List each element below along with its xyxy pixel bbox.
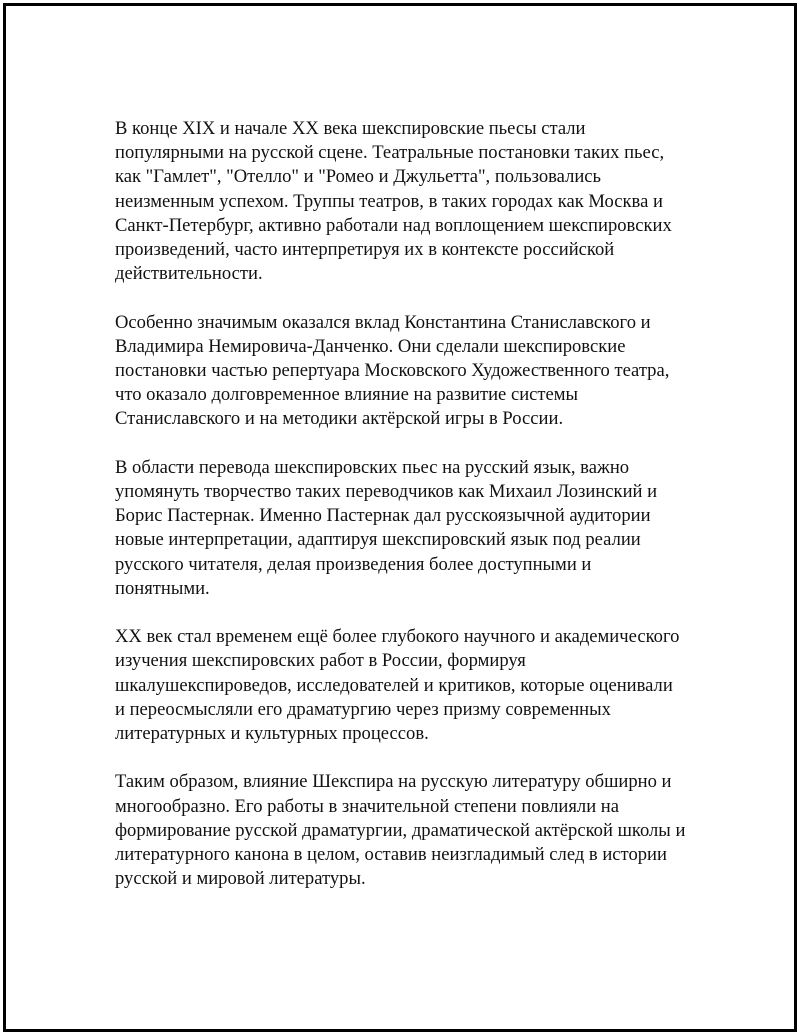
paragraph-academic-study: XX век стал временем ещё более глубокого научного и академического изучения шекспировских работ в России, формируя шкалушекспироведов, исследователей и критиков, которые оценивали и переосмысляли его драматургию через призму современных литературных и культурных процессов. — [115, 626, 680, 745]
document-body — [115, 117, 687, 916]
paragraph-translators: В области перевода шекспировских пьес на русский язык, важно упомянуть творчество таких переводчиков как Михаил Лозинский и Борис Пастернак. Именно Пастернак дал русскоязычной аудитории новые интерпретации, адаптируя шекспировский язык под реалии русского читателя, делая произведения более доступными и понятными. — [115, 456, 658, 599]
paragraph-theatre-productions: В конце XIX и начале XX века шекспировские пьесы стали популярными на русской сцене. Театральные постановки таких пьес, как "Гамлет", "Отелло" и "Ромео и Джульетта", пользовались неизменным успехом. Труппы театров, в таких городах как Москва и Санкт-Петербург, активно работали над воплощением шекспировских произведений, часто интерпретируя их в контексте российской действительности. — [115, 118, 672, 285]
paragraph-stanislavski: Особенно значимым оказался вклад Константина Станиславского и Владимира Немировича-Данченко. Они сделали шекспировские постановки частью репертуара Московского Художественного театра, что оказало долговременное влияние на развитие системы Станиславского и на методики актёрской игры в России. — [115, 311, 670, 430]
paragraph-conclusion: Таким образом, влияние Шекспира на русскую литературу обширно и многообразно. Его работы в значительной степени повлияли на формирование русской драматургии, драматической актёрской школы и литературного канона в целом, оставив неизгладимый след в истории русской и мировой литературы. — [115, 771, 686, 890]
